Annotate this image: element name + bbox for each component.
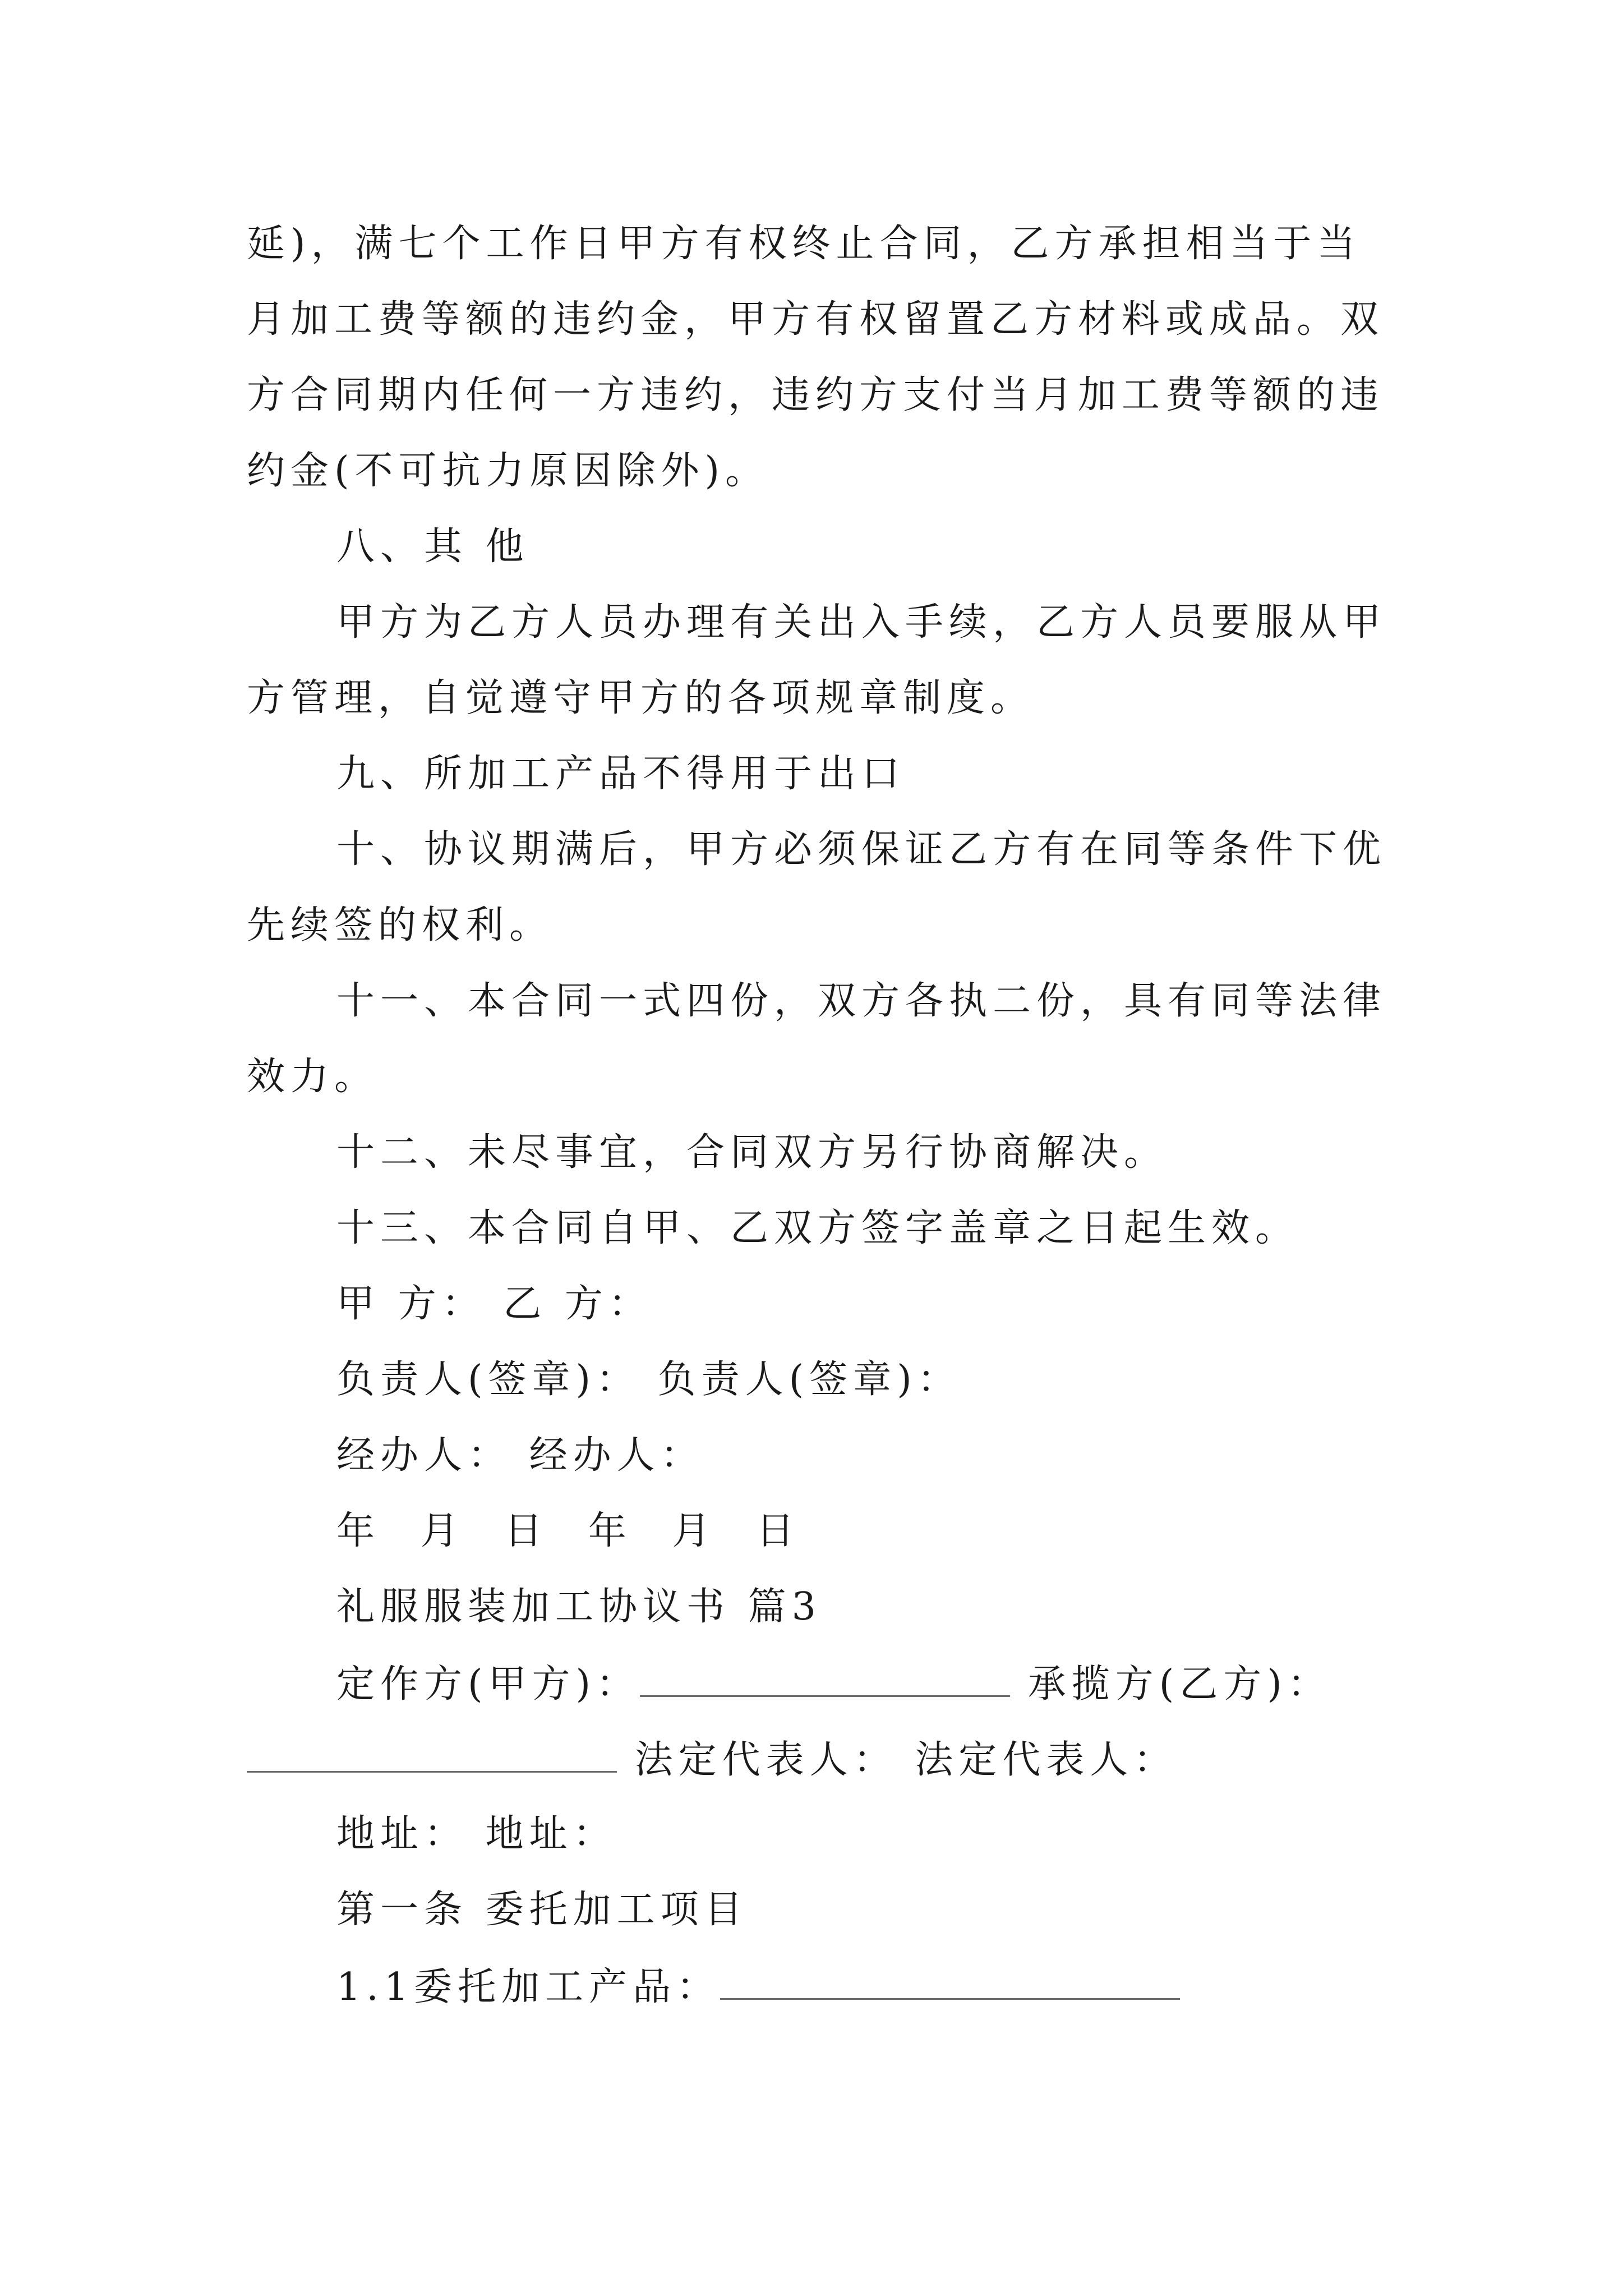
- document-subtitle: 礼服服装加工协议书 篇3: [336, 1585, 822, 1629]
- paragraph-line: 月加工费等额的违约金，甲方有权留置乙方材料或成品。双: [247, 297, 1385, 342]
- clause-line: 十一、本合同一式四份，双方各执二份，具有同等法律: [336, 979, 1387, 1023]
- clause-line: 十、协议期满后，甲方必须保证乙方有在同等条件下优: [336, 827, 1387, 872]
- paragraph-line: 约金(不可抗力原因除外)。: [247, 449, 769, 493]
- clause-line: 九、所加工产品不得用于出口: [336, 752, 906, 796]
- paragraph-line: 先续签的权利。: [247, 903, 554, 947]
- signature-responsible: 负责人(签章)： 负责人(签章)：: [336, 1358, 961, 1402]
- signature-date: 年 月 日 年 月 日: [336, 1509, 811, 1553]
- party-b-label: 承揽方(乙方)：: [1027, 1662, 1331, 1706]
- item-line: [336, 1963, 1391, 2008]
- legal-rep-text: 法定代表人： 法定代表人：: [634, 1738, 1178, 1782]
- signature-handler: 经办人： 经办人：: [336, 1433, 704, 1478]
- party-b-blank[interactable]: [247, 1736, 617, 1773]
- paragraph-line: 方合同期内任何一方违约，违约方支付当月加工费等额的违: [247, 373, 1385, 417]
- party-a-label: 定作方(甲方)：: [336, 1662, 640, 1706]
- article-heading: 第一条 委托加工项目: [336, 1888, 748, 1932]
- address-line: 地址： 地址：: [336, 1812, 617, 1856]
- party-line: [336, 1660, 1391, 1705]
- item-blank[interactable]: [720, 1963, 1180, 2000]
- item-label: 1.1委托加工产品：: [336, 1965, 721, 2009]
- party-a-blank[interactable]: [640, 1660, 1010, 1697]
- signature-parties: 甲 方： 乙 方：: [336, 1282, 652, 1326]
- clause-line: 十三、本合同自甲、乙双方签字盖章之日起生效。: [336, 1206, 1299, 1250]
- clause-line: 十二、未尽事宜，合同双方另行协商解决。: [336, 1130, 1168, 1175]
- paragraph-line: 效力。: [247, 1055, 379, 1099]
- paragraph-line: 方管理，自觉遵守甲方的各项规章制度。: [247, 676, 1035, 720]
- paragraph-line: 延)，满七个工作日甲方有权终止合同，乙方承担相当于当: [247, 222, 1361, 266]
- paragraph-line: 甲方为乙方人员办理有关出入手续，乙方人员要服从甲: [336, 600, 1387, 645]
- legal-rep-line: [247, 1736, 1391, 1781]
- section-heading: 八、其 他: [336, 524, 529, 569]
